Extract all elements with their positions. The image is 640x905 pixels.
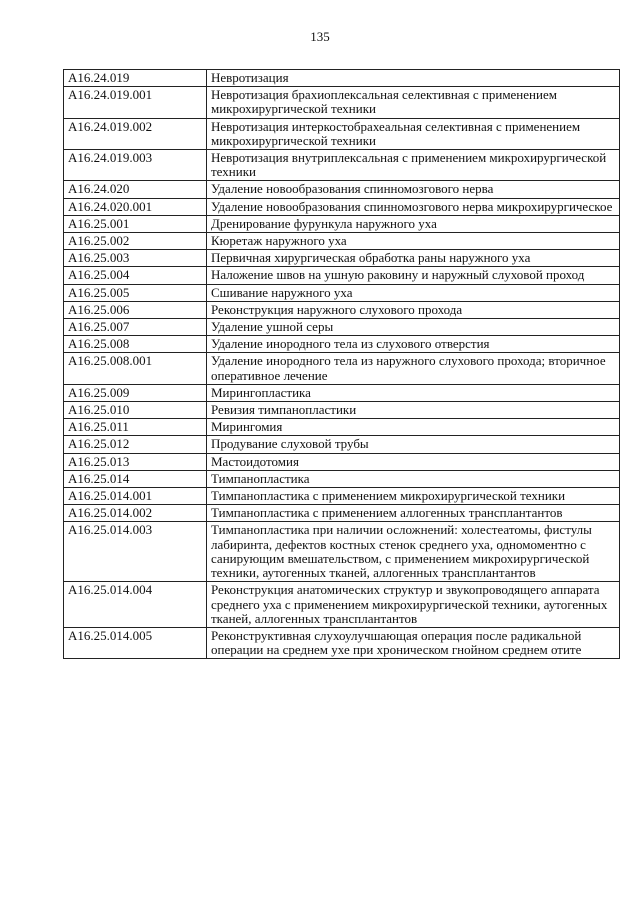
table-body [64,70,620,659]
table-row [64,233,620,250]
procedure-code-cell: A16.25.009 [64,384,207,401]
procedure-name-cell: Первичная хирургическая обработка раны наружного уха [207,250,620,267]
procedure-name-cell: Реконструктивная слухоулучшающая операция после радикальной операции на среднем ухе при хроническом гнойном среднем отите [207,627,620,658]
procedure-code-table [63,69,620,659]
procedure-code-cell: A16.25.014.003 [64,522,207,582]
procedure-code-cell: A16.24.019.001 [64,87,207,118]
procedure-code-cell: A16.25.001 [64,215,207,232]
table-row [64,87,620,118]
procedure-name-cell: Невротизация интеркостобрахеальная селективная с применением микрохирургической техники [207,118,620,149]
table-row [64,627,620,658]
procedure-name-cell: Тимпанопластика с применением микрохирургической техники [207,488,620,505]
table-row [64,150,620,181]
procedure-name-cell: Ревизия тимпанопластики [207,402,620,419]
procedure-name-cell: Невротизация внутриплексальная с применением микрохирургической техники [207,150,620,181]
procedure-name-cell: Кюретаж наружного уха [207,233,620,250]
procedure-name-cell: Реконструкция анатомических структур и звукопроводящего аппарата среднего уха с применением микрохирургической техники, аутогенных тканей, аллогенных трансплантантов [207,582,620,628]
table-row [64,301,620,318]
procedure-name-cell: Тимпанопластика с применением аллогенных трансплантантов [207,505,620,522]
procedure-code-cell: A16.25.010 [64,402,207,419]
procedure-code-cell: A16.25.002 [64,233,207,250]
table-row [64,118,620,149]
procedure-name-cell: Продувание слуховой трубы [207,436,620,453]
table-row [64,522,620,582]
procedure-code-cell: A16.25.011 [64,419,207,436]
table-row [64,436,620,453]
table-row [64,336,620,353]
procedure-name-cell: Тимпанопластика при наличии осложнений: холестеатомы, фистулы лабиринта, дефектов костных стенок среднего уха, одномоментно с санирующим вмешательством, с применением микрохирургической техники, аутогенных тканей, аллогенных трансплантантов [207,522,620,582]
procedure-code-cell: A16.25.014.002 [64,505,207,522]
table-row [64,488,620,505]
procedure-code-cell: A16.24.020.001 [64,198,207,215]
procedure-code-cell: A16.25.014.005 [64,627,207,658]
procedure-name-cell: Невротизация брахиоплексальная селективная с применением микрохирургической техники [207,87,620,118]
table-row [64,215,620,232]
procedure-code-cell: A16.25.008.001 [64,353,207,384]
table-row [64,453,620,470]
procedure-name-cell: Наложение швов на ушную раковину и наружный слуховой проход [207,267,620,284]
table-row [64,267,620,284]
procedure-name-cell: Сшивание наружного уха [207,284,620,301]
procedure-code-cell: A16.25.014.001 [64,488,207,505]
procedure-code-cell: A16.25.007 [64,319,207,336]
procedure-name-cell: Удаление новообразования спинномозгового нерва микрохирургическое [207,198,620,215]
procedure-code-cell: A16.24.019 [64,70,207,87]
procedure-code-cell: A16.25.005 [64,284,207,301]
table-row [64,181,620,198]
table-row [64,402,620,419]
procedure-code-cell: A16.24.020 [64,181,207,198]
table-row [64,198,620,215]
table-row [64,250,620,267]
procedure-code-cell: A16.25.003 [64,250,207,267]
table-row [64,419,620,436]
procedure-code-cell: A16.25.004 [64,267,207,284]
procedure-code-cell: A16.25.013 [64,453,207,470]
procedure-code-cell: A16.25.008 [64,336,207,353]
procedure-name-cell: Невротизация [207,70,620,87]
procedure-name-cell: Удаление инородного тела из слухового отверстия [207,336,620,353]
page-number: 135 [310,29,330,44]
procedure-name-cell: Дренирование фурункула наружного уха [207,215,620,232]
table-row [64,284,620,301]
procedure-name-cell: Мирингомия [207,419,620,436]
procedure-code-cell: A16.25.006 [64,301,207,318]
table-row [64,70,620,87]
table-row [64,384,620,401]
procedure-code-cell: A16.24.019.003 [64,150,207,181]
procedure-name-cell: Удаление ушной серы [207,319,620,336]
table-row [64,353,620,384]
procedure-name-cell: Мирингопластика [207,384,620,401]
procedure-name-cell: Удаление инородного тела из наружного слухового прохода; вторичное оперативное лечение [207,353,620,384]
table-row [64,470,620,487]
table-row [64,319,620,336]
procedure-code-cell: A16.25.014 [64,470,207,487]
procedure-code-cell: A16.24.019.002 [64,118,207,149]
procedure-name-cell: Удаление новообразования спинномозгового нерва [207,181,620,198]
procedure-code-cell: A16.25.014.004 [64,582,207,628]
procedure-name-cell: Мастоидотомия [207,453,620,470]
table-row [64,582,620,628]
procedure-name-cell: Тимпанопластика [207,470,620,487]
table-row [64,505,620,522]
procedure-name-cell: Реконструкция наружного слухового прохода [207,301,620,318]
procedure-code-cell: A16.25.012 [64,436,207,453]
